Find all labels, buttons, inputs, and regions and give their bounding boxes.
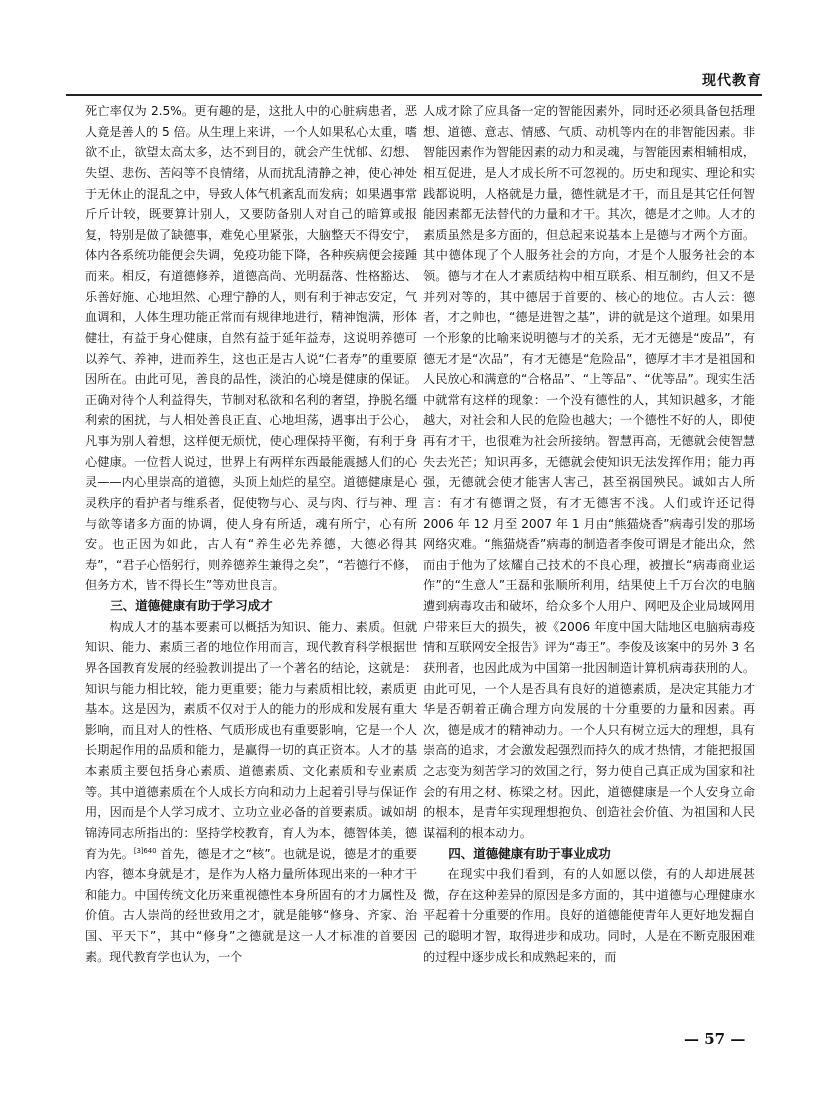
paragraph-text: 首先，德是才之“核”。也就是说，德是才的重要内容，德本身就是才，是作为人格力量所体现出来的一种才干和能力。中国传统文化历来重视德性本身所固有的才力属性及价值。古人崇尚的经世致用之才，就是能够“修身、齐家、治国、平天下”，其中“修身”之德就是这一人才标准的首要因素。现代教育学也认为，一个: [85, 846, 417, 964]
section-heading-4: 四、道德健康有助于事业成功: [448, 845, 611, 861]
running-header: [66, 70, 762, 96]
body-paragraph: [85, 617, 417, 968]
body-paragraph: 人成才除了应具备一定的智能因素外，同时还必须具备包括理想、道德、意志、情感、气质、动机等内在的非智能因素。非智能因素作为智能因素的动力和灵魂，与智能因素相辅相成，相互促进，是人才成长所不可忽视的。历史和现实、理论和实践都说明，人格就是力量，德性就是才干，而且是其它任何智能因素都无法替代的力量和才干。其次，德是才之帅。人才的素质虽然是多方面的，但总起来说基本上是德与才两个方面。其中德体现了个人服务社会的方向，才是个人服务社会的本领。德与才在人才素质结构中相互联系、相互制约，但又不是并列对等的，其中德居于首要的、核心的地位。古人云：德者，才之帅也，“德是进智之基”，讲的就是这个道理。如果用一个形象的比喻来说明德与才的关系，无才无德是“废品”，有德无才是“次品”，有才无德是“危险品”，德厚才丰才是祖国和人民放心和满意的“合格品”、“上等品”、“优等品”。现实生活中就常有这样的现象：一个没有德性的人，其知识越多，才能越大，对社会和人民的危险也越大；一个德性不好的人，即使再有才干，也很难为社会所接纳。智慧再高，无德就会使智慧失去光芒；知识再多，无德就会使知识无法发挥作用；能力再强，无德就会使才能害人害己，甚至祸国殃民。诚如古人所言：有才有德谓之贤，有才无德害不浅。人们或许还记得 2006 年 12 月至 2007 年 1 月由“熊猫烧香”病毒引发的那场网络灾难。“熊猫烧香”病毒的制造者李俊可谓是才能出众，然而由于他为了炫耀自己技术的不良心理，被擅长“病毒商业运作”的“生意人”王磊和张顺所利用，结果使上千万台次的电脑遭到病毒攻击和破坏，给众多个人用户、网吧及企业局域网用户带来巨大的损失，被《2006 年度中国大陆地区电脑病毒疫情和互联网安全报告》评为“毒王”。李俊及该案中的另外 3 名获刑者，也因此成为中国第一批因制造计算机病毒获刑的人。由此可见，一个人是否具有良好的道德素质，是决定其能力才华是否朝着正确合理方向发展的十分重要的力量和因素。再次，德是成才的精神动力。一个人只有树立远大的理想，具有崇高的追求，才会激发起强烈而持久的成才热情，才能把报国之志变为刻苦学习的效国之行，努力使自己真正成为国家和社会的有用之材、栋梁之材。因此，道德健康是一个人安身立命的根本，是青年实现理想抱负、创造社会价值、为祖国和人民谋福利的根本动力。: [423, 104, 755, 840]
body-paragraph: 在现实中我们看到，有的人如愿以偿，有的人却进展甚微，存在这种差异的原因是多方面的，其中道德与心理健康水平起着十分重要的作用。良好的道德能使青年人更好地发掘自己的聪明才智，取得进步和成功。同时，人是在不断克服困难的过程中逐步成长和成熟起来的，而: [423, 867, 755, 964]
citation-marker: [3]640: [133, 846, 157, 855]
paragraph-text: 构成人才的基本要素可以概括为知识、能力、素质。但就知识、能力、素质三者的地位作用而言，现代教育科学根据世界各国教育发展的经验教训提出了一个著名的结论，这就是：知识与能力相比较，能力更重要；能力与素质相比较，素质更基本。这是因为，素质不仅对于人的能力的形成和发展有重大影响，而且对人的性格、气质形成也有重要影响，它是一个人长期起作用的品质和能力，是赢得一切的真正资本。人才的基本素质主要包括身心素质、道德素质、文化素质和专业素质等。其中道德素质在个人成长方向和动力上起着引导与保证作用，因而是个人学习成才、立功立业必备的首要素质。诚如胡锦涛同志所指出的：坚持学校教育，育人为本，德智体美，德育为先。: [85, 619, 417, 861]
section-heading-3: 三、道德健康有助于学习成才: [110, 598, 273, 613]
left-column: [85, 101, 417, 967]
page-number: — 57 —: [684, 1030, 746, 1048]
right-column: [423, 101, 755, 967]
journal-title: 现代教育: [702, 73, 762, 89]
body-paragraph: 死亡率仅为 2.5%。更有趣的是，这批人中的心脏病患者，恶人竟是善人的 5 倍。从生理上来讲，一个人如果私心太重，嗜欲不止，欲望太高太多，达不到目的，就会产生忧郁、幻想、失望、悲伤、苦闷等不良情绪，从而扰乱清静之神，使心神处于无休止的混乱之中，导致人体气机紊乱而发病；如果遇事常斤斤计较，既要算计别人，又要防备别人对自己的暗算或报复，特别是做了缺德事，难免心里紧张，大脑整天不得安宁，体内各系统功能便会失调，免疫功能下降，各种疾病便会接踵而来。相反，有道德修养，道德高尚、光明磊落、性格豁达、乐善好施、心地坦然、心理宁静的人，则有利于神志安定，气血调和，人体生理功能正常而有规律地进行，精神饱满，形体健壮，有益于身心健康，自然有益于延年益寿，这说明养德可以养气、养神，进而养生，这也正是古人说“仁者寿”的重要原因所在。由此可见，善良的品性，淡泊的心境是健康的保证。正确对待个人利益得失，节制对私欲和名利的奢望，挣脱名缰利索的困扰，与人相处善良正直、心地坦荡，遇事出于公心，凡事为别人着想，这样便无烦忧，使心理保持平衡，有利于身心健康。一位哲人说过，世界上有两样东西最能震撼人们的心灵——内心里崇高的道德，头顶上灿烂的星空。道德健康是心灵秩序的看护者与维系者，促使物与心、灵与肉、行与神、理与欲等诸多方面的协调，使人身有所适，魂有所宁，心有所安。也正因为如此，古人有“养生必先养德，大德必得其寿”，“君子心悟躬行，则养德养生兼得之矣”，“若德行不修，但务方术，皆不得长生”等劝世良言。: [85, 104, 417, 593]
